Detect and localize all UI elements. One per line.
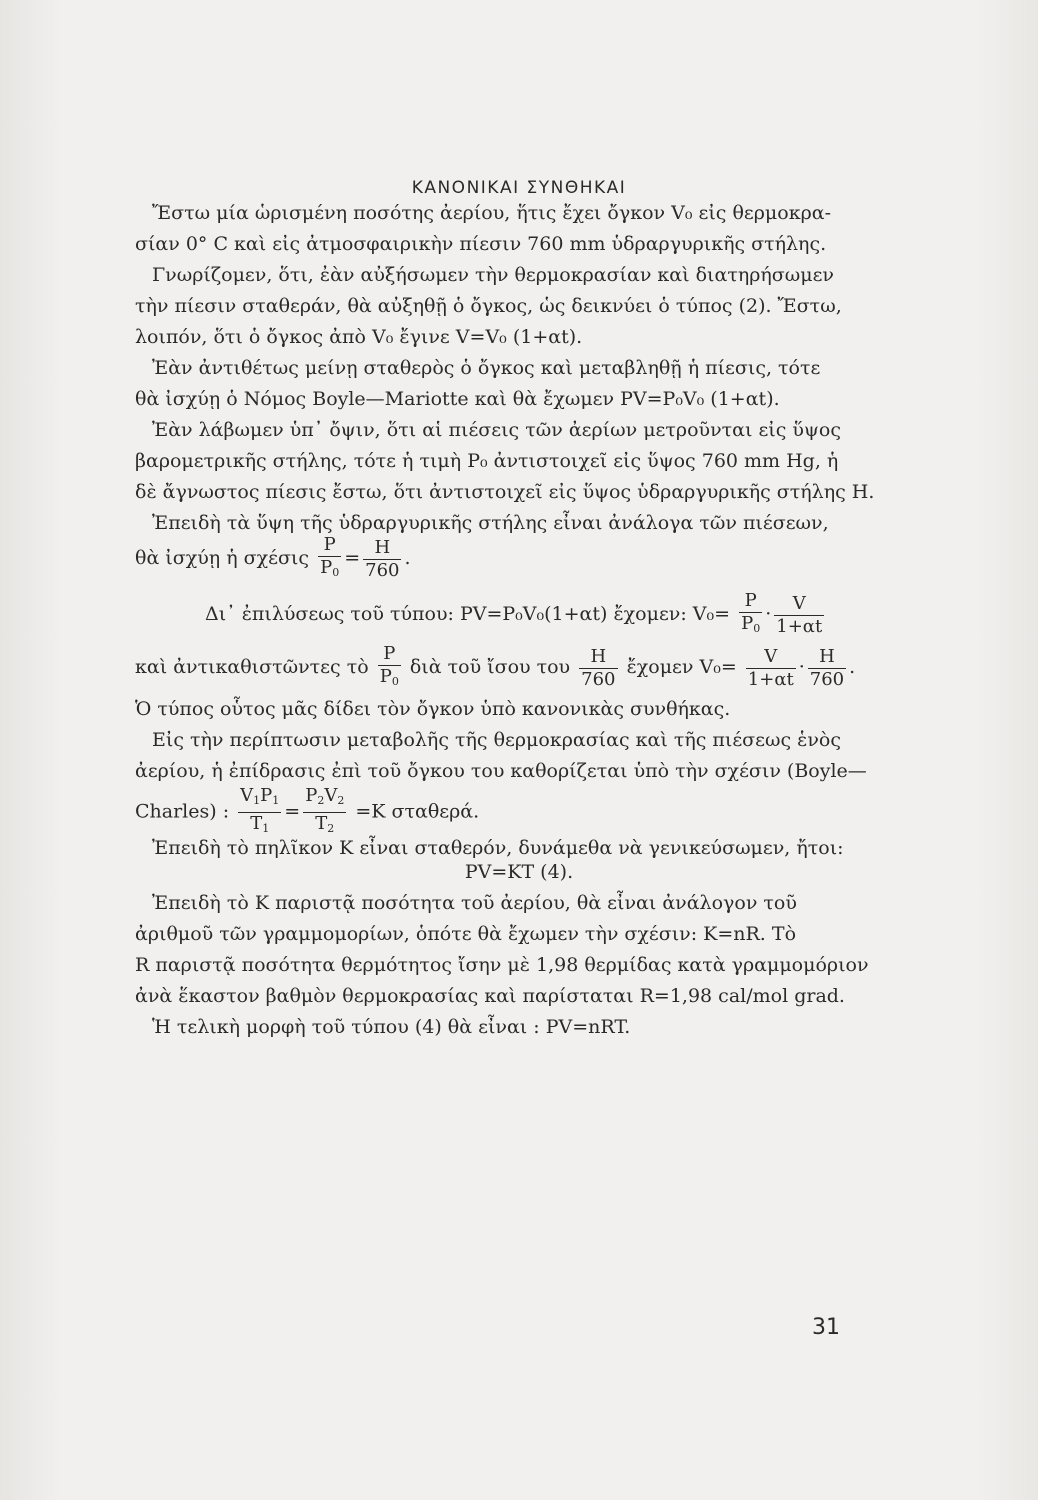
equation-substitution: καὶ ἀντικαθιστῶντες τὸ $\frac{P}{P_0}$ διὰ τοῦ ἴσου του $\frac{H}{760}$ ἔχομεν V₀= $\frac{V}{1+\alpha t}$ · $\frac{H}{760}$ . [135, 643, 855, 693]
text-line: θὰ ἰσχύῃ ὁ Νόμος Boyle—Mariotte καὶ θὰ ἔχωμεν PV=P₀V₀ (1+αt). [135, 388, 780, 410]
equation-suffix: =K σταθερά. [355, 800, 480, 823]
equation-v0: Δι᾽ ἐπιλύσεως τοῦ τύπου: PV=P₀V₀(1+αt) ἔχομεν: V₀= $\frac{P}{P_0}$ · $\frac{V}{1+\alpha t}$ [205, 590, 827, 640]
equation-prefix: θὰ ἰσχύῃ ἡ σχέσις [135, 547, 310, 569]
fraction-p2v2-over-t2: $\frac{P_2V_2}{T_2}$ [305, 785, 345, 835]
text-line: Ἐὰν λάβωμεν ὑπ᾽ ὄψιν, ὅτι αἱ πιέσεις τῶν ἀερίων μετροῦνται εἰς ὕψος [152, 419, 841, 441]
text-line: βαρομετρικῆς στήλης, τότε ἡ τιμὴ P₀ ἀντιστοιχεῖ εἰς ὕψος 760 mm Hg, ἡ [135, 450, 839, 472]
text-line: Γνωρίζομεν, ὅτι, ἐὰν αὐξήσωμεν τὴν θερμοκρασίαν καὶ διατηρήσωμεν [152, 264, 834, 286]
text-line: Ἐπειδὴ τὰ ὕψη τῆς ὑδραργυρικῆς στήλης εἶναι ἀνάλογα τῶν πιέσεων, [152, 512, 829, 534]
text-line: Ἐπειδὴ τὸ K παριστᾷ ποσότητα τοῦ ἀερίου, θὰ εἶναι ἀνάλογον τοῦ [152, 892, 797, 914]
text-line: ἀνὰ ἕκαστον βαθμὸν θερμοκρασίας καὶ παρίσταται R=1,98 cal/mol grad. [135, 985, 845, 1007]
text-line: R παριστᾷ ποσότητα θερμότητος ἴσην μὲ 1,98 θερμίδας κατὰ γραμμομόριον [135, 954, 869, 976]
equation-text: ἔχομεν V₀= [626, 656, 737, 678]
equation-pv-kt: PV=KT (4). [464, 861, 574, 883]
fraction-h-over-760: $\frac{H}{760}$ [365, 536, 400, 581]
fraction-p-over-p0: $\frac{P}{P_0}$ [379, 643, 399, 688]
equation-prefix: καὶ ἀντικαθιστῶντες τὸ [135, 656, 369, 678]
text-line: Ἐπειδὴ τὸ πηλῖκον K εἶναι σταθερόν, δυνάμεθα νὰ γενικεύσωμεν, ἤτοι: [152, 837, 844, 859]
text-line: Ἡ τελικὴ μορφὴ τοῦ τύπου (4) θὰ εἶναι : PV=nRT. [152, 1016, 631, 1038]
text-line: ἀριθμοῦ τῶν γραμμομορίων, ὁπότε θὰ ἔχωμεν τὴν σχέσιν: K=nR. Τὸ [135, 923, 797, 945]
text-line: Ἐὰν ἀντιθέτως μείνῃ σταθερὸς ὁ ὄγκος καὶ μεταβληθῇ ἡ πίεσις, τότε [152, 357, 821, 379]
fraction-v-over-1-plus-at: $\frac{V}{1+\alpha t}$ [747, 645, 794, 690]
equation-combined-gas-law: Charles) : $\frac{V_1P_1}{T_1}$ = $\frac{P_2V_2}{T_2}$ =K σταθερά. [135, 785, 479, 840]
page-number: 31 [812, 1315, 840, 1340]
equation-ratio: θὰ ἰσχύῃ ἡ σχέσις $\frac{P}{P_0}$ = $\frac{H}{760}$ . [135, 534, 411, 584]
text-line: σίαν 0° C καὶ εἰς ἀτμοσφαιρικὴν πίεσιν 760 mm ὑδραργυρικῆς στήλης. [135, 233, 827, 255]
text-line: τὴν πίεσιν σταθεράν, θὰ αὐξηθῇ ὁ ὄγκος, ὡς δεικνύει ὁ τύπος (2). Ἔστω, [135, 295, 842, 317]
fraction-v-over-1-plus-at: $\frac{V}{1+\alpha t}$ [776, 592, 823, 637]
equation-text: διὰ τοῦ ἴσου του [409, 656, 571, 678]
fraction-h-over-760: $\frac{H}{760}$ [581, 645, 616, 690]
equation-prefix: Δι᾽ ἐπιλύσεως τοῦ τύπου: PV=P₀V₀(1+αt) ἔχομεν: V₀= [205, 603, 731, 625]
page-heading: ΚΑΝΟΝΙΚΑΙ ΣΥΝΘΗΚΑΙ [411, 178, 627, 198]
text-line: Ὁ τύπος οὗτος μᾶς δίδει τὸν ὄγκον ὑπὸ κανονικὰς συνθήκας. [135, 698, 731, 720]
text-line: λοιπόν, ὅτι ὁ ὄγκος ἀπὸ V₀ ἔγινε V=V₀ (1+αt). [135, 326, 583, 348]
equation-prefix: Charles) : [135, 800, 230, 823]
fraction-h-over-760: $\frac{H}{760}$ [809, 645, 845, 690]
text-line: Ἔστω μία ὡρισμένη ποσότης ἀερίου, ἥτις ἔχει ὄγκον V₀ εἰς θερμοκρα- [152, 202, 832, 224]
text-line: ἀερίου, ἡ ἐπίδρασις ἐπὶ τοῦ ὄγκου του καθορίζεται ὑπὸ τὴν σχέσιν (Boyle— [135, 760, 867, 782]
fraction-v1p1-over-t1: $\frac{V_1P_1}{T_1}$ [240, 785, 280, 835]
fraction-p-over-p0: $\frac{P}{P_0}$ [741, 590, 761, 635]
text-line: Εἰς τὴν περίπτωσιν μεταβολῆς τῆς θερμοκρασίας καὶ τῆς πιέσεως ἑνὸς [152, 729, 841, 751]
text-line: δὲ ἄγνωστος πίεσις ἔστω, ὅτι ἀντιστοιχεῖ εἰς ὕψος ὑδραργυρικῆς στήλης H. [135, 481, 875, 503]
fraction-p-over-p0: $\frac{P}{P_0}$ [320, 534, 340, 579]
